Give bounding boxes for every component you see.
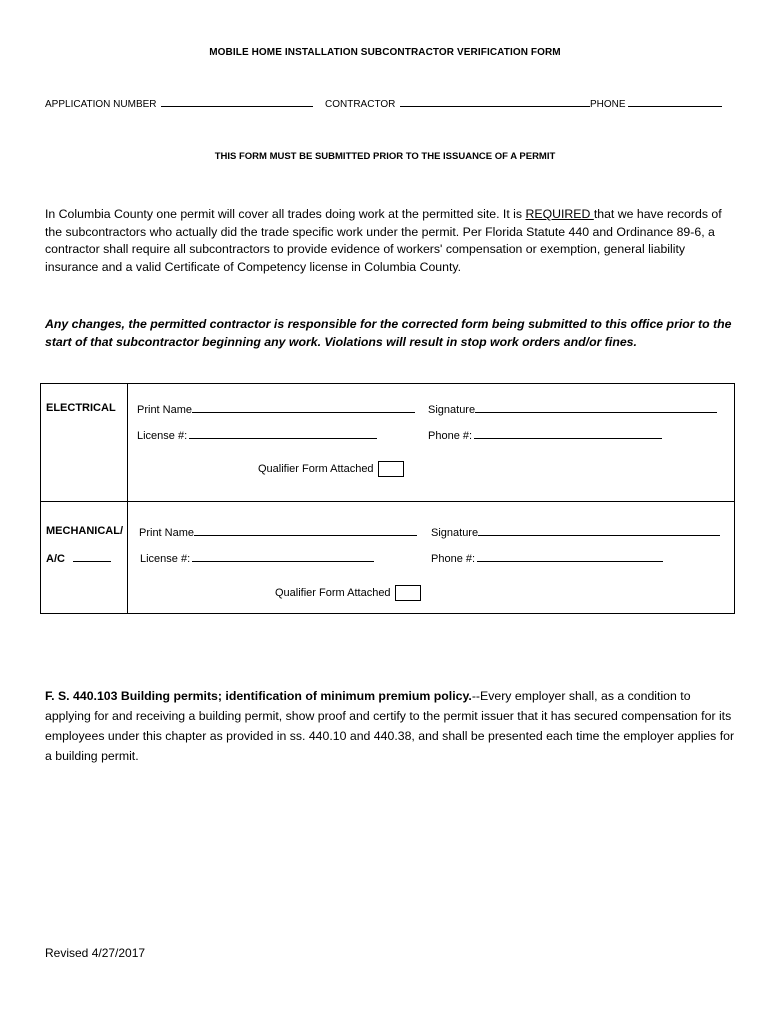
mechanical-license-field[interactable] xyxy=(140,551,374,565)
statute-paragraph xyxy=(45,686,735,766)
electrical-phone-label: Phone #: xyxy=(428,430,473,442)
statute-text: --Every employer shall, as a condition to applying for and receiving a building permit, show proof and certify to the permit issuer that it has secured compensation for its employees under this chapter as provided in ss. 440.10 and 440.38, and shall be presented each time the employer applies for a building permit. xyxy=(45,689,735,763)
electrical-qualifier-checkbox[interactable] xyxy=(378,461,404,477)
table-row-divider xyxy=(41,501,734,502)
intro-required: REQUIRED xyxy=(525,207,594,221)
electrical-label: ELECTRICAL xyxy=(46,402,116,414)
mechanical-ac-line[interactable] xyxy=(73,551,111,562)
contractor-label: CONTRACTOR xyxy=(325,99,396,110)
electrical-license-field[interactable] xyxy=(137,428,377,442)
mechanical-qualifier-field[interactable] xyxy=(275,585,421,601)
mechanical-ac-label: A/C xyxy=(46,553,65,565)
mechanical-print-name-line[interactable] xyxy=(194,525,417,536)
mechanical-qualifier-label: Qualifier Form Attached xyxy=(275,586,391,599)
application-number-field[interactable] xyxy=(45,96,313,110)
mechanical-ac-field[interactable] xyxy=(46,551,111,565)
table-column-divider xyxy=(127,384,128,613)
electrical-signature-label: Signature xyxy=(428,404,476,416)
electrical-qualifier-field[interactable] xyxy=(258,461,404,477)
electrical-print-name-field[interactable] xyxy=(137,402,415,416)
application-number-line[interactable] xyxy=(161,96,313,107)
contractor-line[interactable] xyxy=(400,96,590,107)
subcontractor-table xyxy=(40,383,735,614)
mechanical-phone-field[interactable] xyxy=(431,551,663,565)
phone-label: PHONE xyxy=(590,99,626,110)
mechanical-phone-label: Phone #: xyxy=(431,553,476,565)
warning-paragraph: Any changes, the permitted contractor is responsible for the corrected form being submitted to this office prior to the start of that subcontractor beginning any work. Violations will result in stop work orders and/or fines. xyxy=(45,317,732,349)
form-title: MOBILE HOME INSTALLATION SUBCONTRACTOR VERIFICATION FORM xyxy=(209,47,561,58)
phone-field[interactable] xyxy=(590,96,722,110)
electrical-qualifier-label: Qualifier Form Attached xyxy=(258,462,374,475)
mechanical-signature-label: Signature xyxy=(431,527,479,539)
submission-notice: THIS FORM MUST BE SUBMITTED PRIOR TO THE ISSUANCE OF A PERMIT xyxy=(214,151,556,162)
application-number-label: APPLICATION NUMBER xyxy=(45,99,157,110)
electrical-print-name-label: Print Name xyxy=(137,404,193,416)
electrical-license-line[interactable] xyxy=(189,428,377,439)
electrical-signature-line[interactable] xyxy=(475,402,717,413)
mechanical-label: MECHANICAL/ xyxy=(46,525,123,537)
statute-heading: F. S. 440.103 Building permits; identification of minimum premium policy. xyxy=(45,689,472,703)
electrical-phone-field[interactable] xyxy=(428,428,662,442)
mechanical-phone-line[interactable] xyxy=(477,551,663,562)
contractor-field[interactable] xyxy=(325,96,590,110)
intro-text-2: that we have records of the subcontractors who actually did the trade specific work under the permit. Per Florida Statute 440 and Ordinance 89-6, a contractor shall require all subcontractors to provide evidence of workers' compensation or exemption, general liability insurance and a valid Certificate of Competency license in Columbia County. xyxy=(45,207,722,274)
intro-paragraph xyxy=(45,206,725,276)
mechanical-signature-field[interactable] xyxy=(431,525,720,539)
mechanical-print-name-label: Print Name xyxy=(139,527,195,539)
electrical-license-label: License #: xyxy=(137,430,188,442)
phone-line[interactable] xyxy=(628,96,722,107)
mechanical-print-name-field[interactable] xyxy=(139,525,417,539)
electrical-print-name-line[interactable] xyxy=(192,402,415,413)
intro-text-1: In Columbia County one permit will cover all trades doing work at the permitted site. It is xyxy=(45,207,526,221)
electrical-signature-field[interactable] xyxy=(428,402,717,416)
mechanical-signature-line[interactable] xyxy=(478,525,720,536)
mechanical-license-line[interactable] xyxy=(192,551,374,562)
mechanical-qualifier-checkbox[interactable] xyxy=(395,585,421,601)
revision-date: Revised 4/27/2017 xyxy=(45,946,146,960)
electrical-phone-line[interactable] xyxy=(474,428,662,439)
mechanical-license-label: License #: xyxy=(140,553,191,565)
